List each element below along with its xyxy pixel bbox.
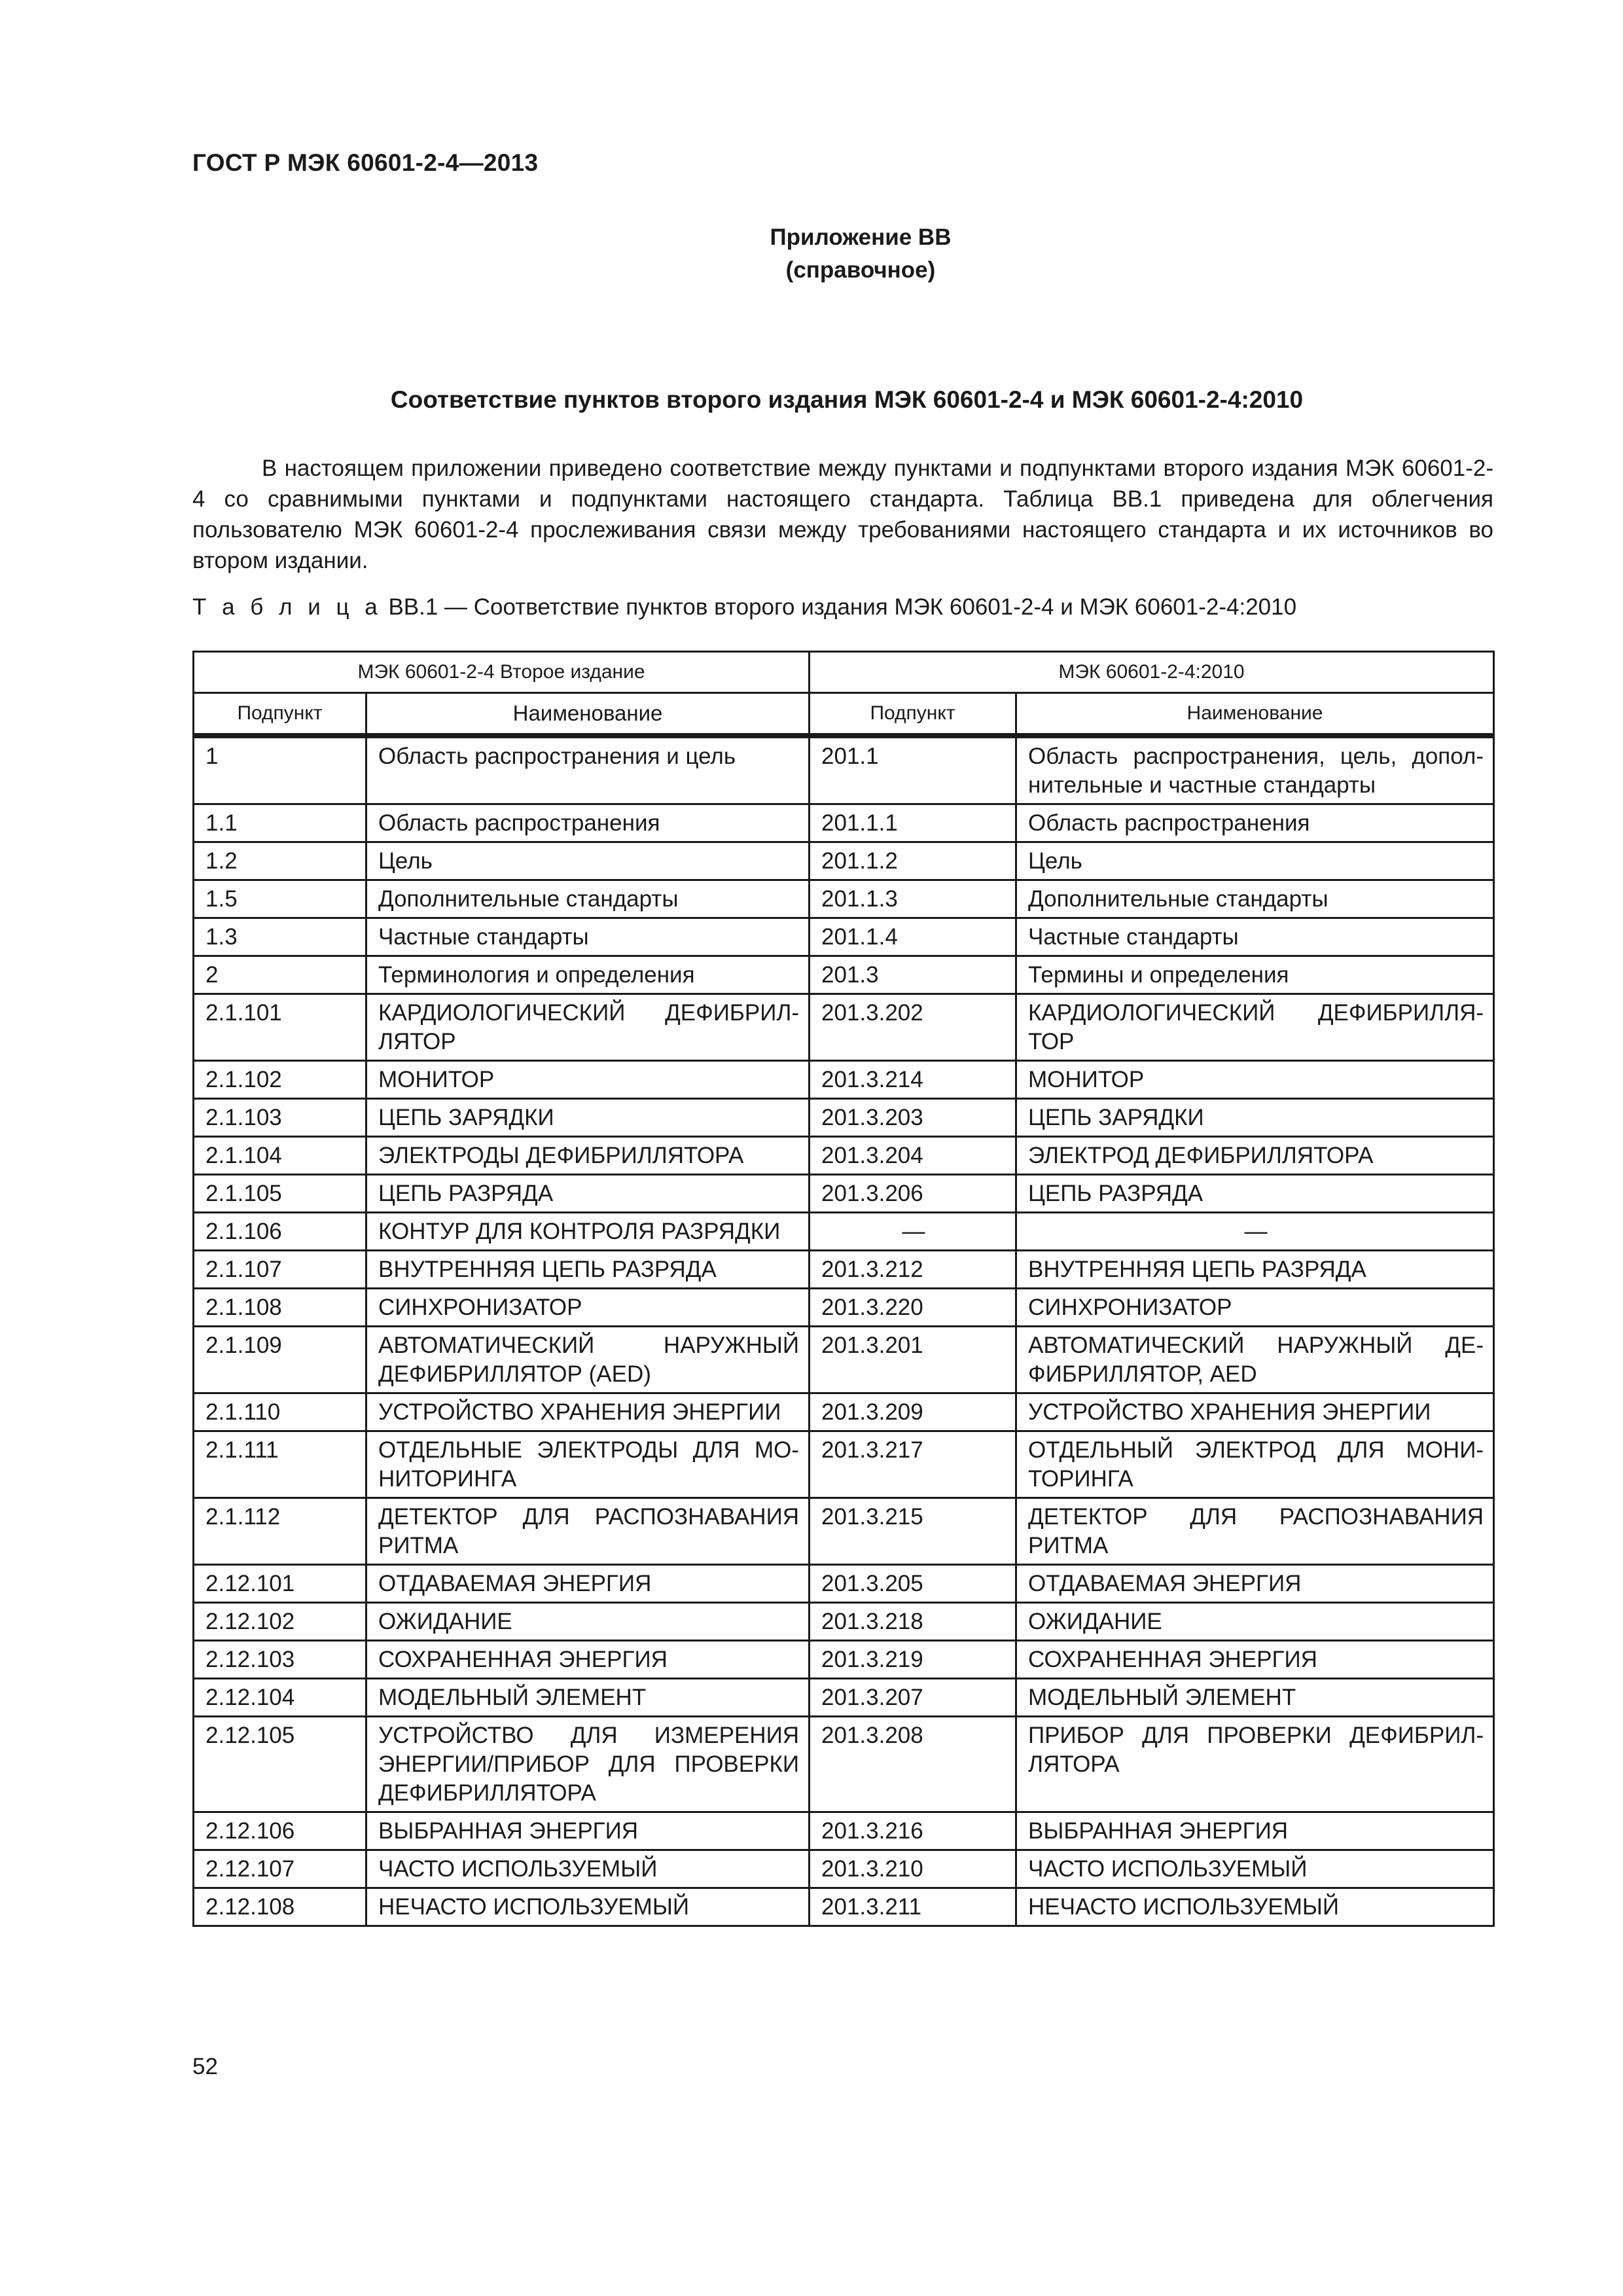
table-row — [194, 1717, 1494, 1812]
cell-subclause-2nd-ed: 2.1.105 — [194, 1175, 366, 1213]
cell-name-2010: ОЖИДАНИЕ — [1016, 1603, 1494, 1641]
cell-name-2010: МОНИТОР — [1016, 1061, 1494, 1099]
table-row — [194, 1812, 1494, 1850]
cell-name-2010: ЦЕПЬ РАЗРЯДА — [1016, 1175, 1494, 1213]
cell-subclause-2nd-ed: 2.1.107 — [194, 1251, 366, 1289]
cell-name-2010: ВЫБРАННАЯ ЭНЕРГИЯ — [1016, 1812, 1494, 1850]
table-row — [194, 1431, 1494, 1498]
cell-subclause-2010: 201.3.218 — [810, 1603, 1016, 1641]
cell-name-2010: ДЕТЕКТОР ДЛЯ РАСПОЗНАВАНИЯ РИТМА — [1016, 1498, 1494, 1565]
cell-subclause-2010: 201.3.207 — [810, 1679, 1016, 1717]
cell-name-2nd-ed: ЦЕПЬ ЗАРЯДКИ — [366, 1099, 810, 1137]
cell-subclause-2010: 201.3.210 — [810, 1850, 1016, 1888]
cell-subclause-2nd-ed: 1.1 — [194, 804, 366, 842]
cell-name-2nd-ed: АВТОМАТИЧЕСКИЙ НАРУЖНЫЙ ДЕФИБРИЛЛЯТОР (AED) — [366, 1327, 810, 1393]
cell-subclause-2nd-ed: 2.1.104 — [194, 1137, 366, 1175]
cell-name-2nd-ed: МОНИТОР — [366, 1061, 810, 1099]
cell-subclause-2nd-ed: 1.3 — [194, 918, 366, 956]
cell-subclause-2010: 201.3.215 — [810, 1498, 1016, 1565]
cell-subclause-2010: 201.3.220 — [810, 1289, 1016, 1327]
cell-name-2nd-ed: ЦЕПЬ РАЗРЯДА — [366, 1175, 810, 1213]
cell-name-2010: ВНУТРЕННЯЯ ЦЕПЬ РАЗРЯДА — [1016, 1251, 1494, 1289]
cell-name-2010: Область распространения, цель, допол-нительные и частные стандарты — [1016, 736, 1494, 804]
cell-subclause-2010: 201.3.212 — [810, 1251, 1016, 1289]
cell-subclause-2nd-ed: 1.2 — [194, 842, 366, 880]
cell-subclause-2010: 201.3.204 — [810, 1137, 1016, 1175]
cell-name-2nd-ed: ЧАСТО ИСПОЛЬЗУЕМЫЙ — [366, 1850, 810, 1888]
intro-paragraph: В настоящем приложении приведено соответствие между пунктами и подпунктами второго издания МЭК 60601-2-4 со сравнимыми пунктами и подпунктами настоящего стандарта. Таблица ВВ.1 приведена для облегчения пользователю МЭК 60601-2-4 прослеживания связи между требованиями настоящего стандарта и их источников во втором издании. — [192, 456, 1493, 573]
cell-name-2nd-ed: ОТДАВАЕМАЯ ЭНЕРГИЯ — [366, 1565, 810, 1603]
cell-name-2010: СИНХРОНИЗАТОР — [1016, 1289, 1494, 1327]
cell-subclause-2nd-ed: 1.5 — [194, 880, 366, 918]
table-row — [194, 1099, 1494, 1137]
cell-name-2010: Область распространения — [1016, 804, 1494, 842]
section-title: Соответствие пунктов второго издания МЭК 60601-2-4 и МЭК 60601-2-4:2010 — [390, 386, 1304, 413]
correspondence-table — [192, 651, 1495, 1927]
table-row — [194, 1213, 1494, 1251]
cell-subclause-2010: 201.3 — [810, 956, 1016, 994]
table-row — [194, 842, 1494, 880]
cell-subclause-2010: 201.1.3 — [810, 880, 1016, 918]
cell-name-2010: УСТРОЙСТВО ХРАНЕНИЯ ЭНЕРГИИ — [1016, 1393, 1494, 1431]
cell-name-2nd-ed: Терминология и определения — [366, 956, 810, 994]
cell-subclause-2010: — — [810, 1213, 1016, 1251]
table-row — [194, 1679, 1494, 1717]
cell-name-2nd-ed: ОТДЕЛЬНЫЕ ЭЛЕКТРОДЫ ДЛЯ МО-НИТОРИНГА — [366, 1431, 810, 1498]
table-row — [194, 1850, 1494, 1888]
cell-subclause-2010: 201.3.203 — [810, 1099, 1016, 1137]
table-row — [194, 1498, 1494, 1565]
cell-name-2nd-ed: ЭЛЕКТРОДЫ ДЕФИБРИЛЛЯТОРА — [366, 1137, 810, 1175]
cell-name-2nd-ed: СИНХРОНИЗАТОР — [366, 1289, 810, 1327]
cell-subclause-2010: 201.1.2 — [810, 842, 1016, 880]
cell-subclause-2010: 201.3.201 — [810, 1327, 1016, 1393]
table-row — [194, 804, 1494, 842]
cell-name-2nd-ed: Частные стандарты — [366, 918, 810, 956]
cell-name-2nd-ed: КОНТУР ДЛЯ КОНТРОЛЯ РАЗРЯДКИ — [366, 1213, 810, 1251]
cell-subclause-2nd-ed: 2.12.101 — [194, 1565, 366, 1603]
cell-subclause-2nd-ed: 2.12.102 — [194, 1603, 366, 1641]
table-row — [194, 994, 1494, 1061]
cell-name-2010: ЭЛЕКТРОД ДЕФИБРИЛЛЯТОРА — [1016, 1137, 1494, 1175]
cell-name-2010: — — [1016, 1213, 1494, 1251]
cell-name-2010: ЧАСТО ИСПОЛЬЗУЕМЫЙ — [1016, 1850, 1494, 1888]
cell-name-2010: КАРДИОЛОГИЧЕСКИЙ ДЕФИБРИЛЛЯ-ТОР — [1016, 994, 1494, 1061]
cell-name-2nd-ed: СОХРАНЕННАЯ ЭНЕРГИЯ — [366, 1641, 810, 1679]
cell-subclause-2010: 201.3.216 — [810, 1812, 1016, 1850]
table-row — [194, 918, 1494, 956]
cell-name-2010: МОДЕЛЬНЫЙ ЭЛЕМЕНТ — [1016, 1679, 1494, 1717]
table-row — [194, 1175, 1494, 1213]
cell-subclause-2010: 201.1 — [810, 736, 1016, 804]
page-number: 52 — [192, 2054, 218, 2079]
cell-subclause-2nd-ed: 1 — [194, 736, 366, 804]
annex-title: Приложение ВВ — [770, 224, 952, 250]
cell-subclause-2010: 201.1.1 — [810, 804, 1016, 842]
cell-name-2nd-ed: УСТРОЙСТВО ДЛЯ ИЗМЕРЕНИЯ ЭНЕРГИИ/ПРИБОР ДЛЯ ПРОВЕРКИ ДЕФИБРИЛЛЯТОРА — [366, 1717, 810, 1812]
table-row — [194, 736, 1494, 804]
cell-name-2nd-ed: Область распространения — [366, 804, 810, 842]
col-header-name-right: Наименование — [1016, 693, 1494, 736]
cell-name-2nd-ed: ВНУТРЕННЯЯ ЦЕПЬ РАЗРЯДА — [366, 1251, 810, 1289]
table-row — [194, 1327, 1494, 1393]
cell-name-2nd-ed: Цель — [366, 842, 810, 880]
cell-name-2010: Термины и определения — [1016, 956, 1494, 994]
cell-name-2nd-ed: ДЕТЕКТОР ДЛЯ РАСПОЗНАВАНИЯ РИТМА — [366, 1498, 810, 1565]
cell-name-2010: ЦЕПЬ ЗАРЯДКИ — [1016, 1099, 1494, 1137]
table-row — [194, 956, 1494, 994]
table-caption-text: ВВ.1 — Соответствие пунктов второго издания МЭК 60601-2-4 и МЭК 60601-2-4:2010 — [382, 594, 1297, 620]
table-row — [194, 1289, 1494, 1327]
cell-name-2nd-ed: Область распространения и цель — [366, 736, 810, 804]
table-row — [194, 1641, 1494, 1679]
table-caption-label: Т а б л и ц а — [192, 594, 382, 620]
cell-name-2nd-ed: НЕЧАСТО ИСПОЛЬЗУЕМЫЙ — [366, 1888, 810, 1926]
cell-name-2010: Частные стандарты — [1016, 918, 1494, 956]
cell-subclause-2nd-ed: 2.1.109 — [194, 1327, 366, 1393]
group-header-right: МЭК 60601-2-4:2010 — [810, 652, 1494, 693]
cell-subclause-2010: 201.3.209 — [810, 1393, 1016, 1431]
annex-heading — [0, 221, 1623, 287]
cell-name-2010: АВТОМАТИЧЕСКИЙ НАРУЖНЫЙ ДЕ-ФИБРИЛЛЯТОР, AED — [1016, 1327, 1494, 1393]
cell-subclause-2nd-ed: 2.12.106 — [194, 1812, 366, 1850]
cell-name-2010: ОТДАВАЕМАЯ ЭНЕРГИЯ — [1016, 1565, 1494, 1603]
cell-name-2010: ОТДЕЛЬНЫЙ ЭЛЕКТРОД ДЛЯ МОНИ-ТОРИНГА — [1016, 1431, 1494, 1498]
cell-subclause-2010: 201.3.205 — [810, 1565, 1016, 1603]
cell-subclause-2010: 201.3.211 — [810, 1888, 1016, 1926]
cell-name-2nd-ed: КАРДИОЛОГИЧЕСКИЙ ДЕФИБРИЛ-ЛЯТОР — [366, 994, 810, 1061]
table-group-header-row — [194, 652, 1494, 693]
cell-subclause-2nd-ed: 2.1.102 — [194, 1061, 366, 1099]
table-row — [194, 1137, 1494, 1175]
cell-subclause-2nd-ed: 2 — [194, 956, 366, 994]
col-header-subclause-left: Подпункт — [194, 693, 366, 736]
cell-subclause-2nd-ed: 2.1.106 — [194, 1213, 366, 1251]
document-code: ГОСТ Р МЭК 60601-2-4—2013 — [192, 149, 539, 176]
cell-subclause-2010: 201.3.214 — [810, 1061, 1016, 1099]
cell-name-2nd-ed: УСТРОЙСТВО ХРАНЕНИЯ ЭНЕРГИИ — [366, 1393, 810, 1431]
cell-name-2010: НЕЧАСТО ИСПОЛЬЗУЕМЫЙ — [1016, 1888, 1494, 1926]
cell-subclause-2nd-ed: 2.12.108 — [194, 1888, 366, 1926]
cell-subclause-2nd-ed: 2.1.110 — [194, 1393, 366, 1431]
cell-name-2nd-ed: МОДЕЛЬНЫЙ ЭЛЕМЕНТ — [366, 1679, 810, 1717]
table-body — [194, 736, 1494, 1926]
cell-subclause-2010: 201.3.202 — [810, 994, 1016, 1061]
cell-name-2nd-ed: ОЖИДАНИЕ — [366, 1603, 810, 1641]
cell-subclause-2nd-ed: 2.1.103 — [194, 1099, 366, 1137]
table-caption — [192, 594, 1296, 620]
annex-status: (справочное) — [785, 257, 936, 283]
table-row — [194, 1888, 1494, 1926]
col-header-subclause-right: Подпункт — [810, 693, 1016, 736]
group-header-left: МЭК 60601-2-4 Второе издание — [194, 652, 810, 693]
cell-name-2010: Цель — [1016, 842, 1494, 880]
cell-subclause-2010: 201.3.208 — [810, 1717, 1016, 1812]
table-row — [194, 1603, 1494, 1641]
cell-subclause-2nd-ed: 2.12.107 — [194, 1850, 366, 1888]
cell-subclause-2010: 201.3.206 — [810, 1175, 1016, 1213]
cell-subclause-2nd-ed: 2.1.101 — [194, 994, 366, 1061]
cell-subclause-2010: 201.3.217 — [810, 1431, 1016, 1498]
table-row — [194, 880, 1494, 918]
table-row — [194, 1251, 1494, 1289]
cell-name-2010: Дополнительные стандарты — [1016, 880, 1494, 918]
cell-subclause-2010: 201.3.219 — [810, 1641, 1016, 1679]
table-row — [194, 1565, 1494, 1603]
cell-name-2nd-ed: ВЫБРАННАЯ ЭНЕРГИЯ — [366, 1812, 810, 1850]
col-header-name-left: Наименование — [366, 693, 810, 736]
cell-name-2nd-ed: Дополнительные стандарты — [366, 880, 810, 918]
cell-subclause-2nd-ed: 2.1.111 — [194, 1431, 366, 1498]
cell-name-2010: ПРИБОР ДЛЯ ПРОВЕРКИ ДЕФИБРИЛ-ЛЯТОРА — [1016, 1717, 1494, 1812]
cell-subclause-2nd-ed: 2.12.105 — [194, 1717, 366, 1812]
cell-subclause-2nd-ed: 2.12.103 — [194, 1641, 366, 1679]
cell-subclause-2nd-ed: 2.1.108 — [194, 1289, 366, 1327]
table-column-header-row — [194, 693, 1494, 736]
table-row — [194, 1061, 1494, 1099]
cell-subclause-2nd-ed: 2.1.112 — [194, 1498, 366, 1565]
cell-name-2010: СОХРАНЕННАЯ ЭНЕРГИЯ — [1016, 1641, 1494, 1679]
cell-subclause-2010: 201.1.4 — [810, 918, 1016, 956]
table-row — [194, 1393, 1494, 1431]
cell-subclause-2nd-ed: 2.12.104 — [194, 1679, 366, 1717]
